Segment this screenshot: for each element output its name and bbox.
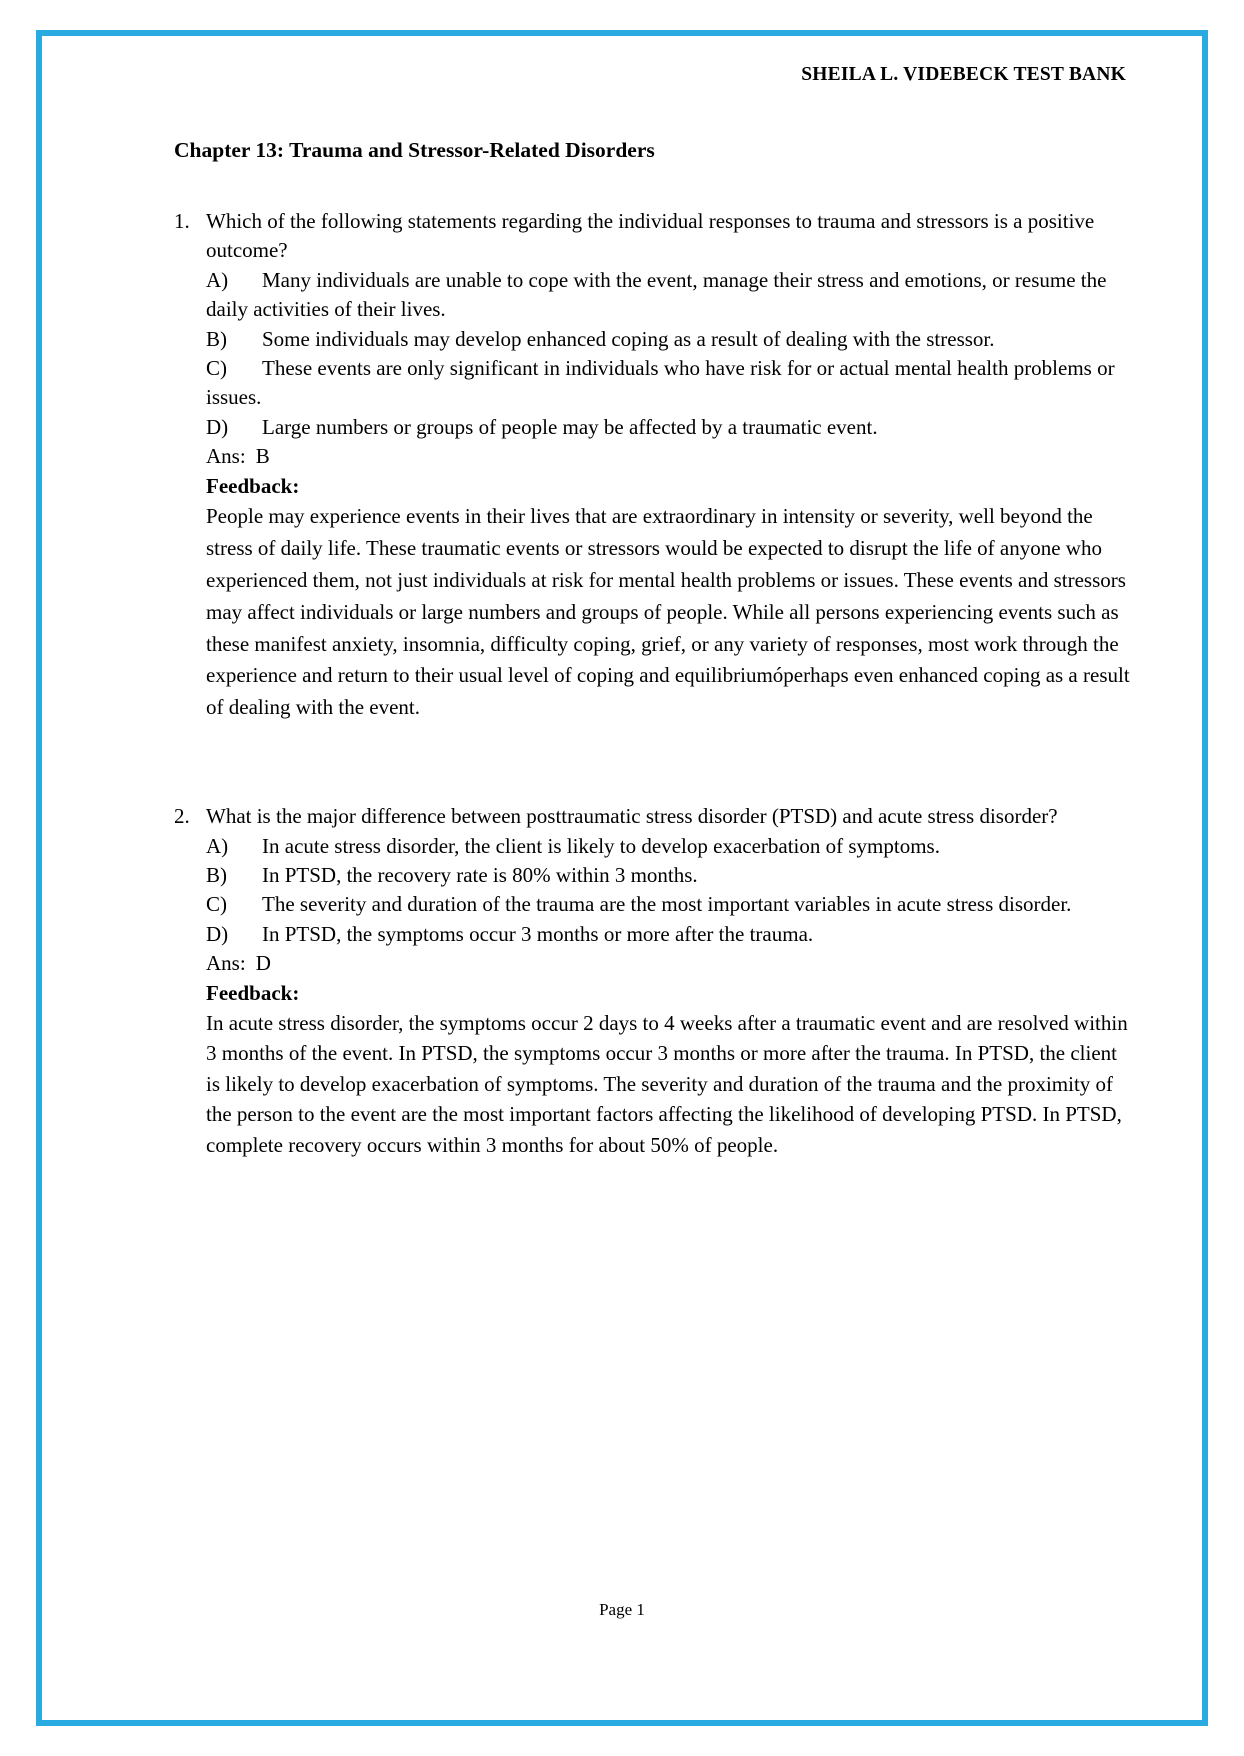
page-content: [60, 44, 1184, 1712]
answer-value: B: [255, 444, 270, 469]
question-1-answer-line: [206, 442, 1132, 471]
question-1-option-c: [206, 354, 1132, 413]
question-2-feedback-label: Feedback:: [206, 980, 300, 1005]
question-2-feedback-text: In acute stress disorder, the symptoms occur 2 days to 4 weeks after a traumatic event and are resolved within 3 months of the event. In PTSD, the symptoms occur 3 months or more after the trauma. In PTSD, the client is likely to develop exacerbation of symptoms. The severity and duration of the trauma and the proximity of the person to the event are the most important factors affecting the likelihood of developing PTSD. In PTSD, complete recovery occurs within 3 months for about 50% of people.: [206, 1010, 1128, 1157]
page-footer: Page 1: [599, 1600, 645, 1619]
option-letter: D): [206, 921, 229, 946]
question-2-answer-line: [206, 949, 1132, 978]
option-letter: C): [206, 892, 227, 917]
question-stem-1: Which of the following statements regarding the individual responses to trauma and stressors is a positive outcome?: [206, 209, 1095, 263]
option-letter: A): [206, 833, 229, 858]
answer-label: Ans:: [206, 951, 246, 976]
question-stem-2: What is the major difference between posttraumatic stress disorder (PTSD) and acute stress disorder?: [206, 804, 1058, 829]
question-1-feedback-text: People may experience events in their lives that are extraordinary in intensity or severity, well beyond the stress of daily life. These traumatic events or stressors would be expected to disrupt the life of anyone who experienced them, not just individuals at risk for mental health problems or issues. These events and stressors may affect individuals or large numbers and groups of people. While all persons experiencing events such as these manifest anxiety, insomnia, difficulty coping, grief, or any variety of responses, most work through the experience and return to their usual level of coping and equilibriumóperhaps even enhanced coping as a result of dealing with the event.: [206, 503, 1130, 720]
question-1-option-d: [206, 413, 1132, 442]
question-1-feedback-label: Feedback:: [206, 473, 300, 498]
question-block-1: [174, 207, 1132, 724]
option-text: Some individuals may develop enhanced coping as a result of dealing with the stressor.: [262, 326, 995, 351]
answer-value: D: [255, 951, 271, 976]
option-text: In PTSD, the symptoms occur 3 months or more after the trauma.: [262, 921, 814, 946]
question-2-option-d: [206, 920, 1132, 949]
option-letter: A): [206, 267, 229, 292]
question-1-option-b: [206, 325, 1132, 354]
option-text: These events are only significant in individuals who have risk for or actual mental health problems or issues.: [206, 355, 1115, 410]
option-letter: B): [206, 326, 227, 351]
question-block-2: [174, 802, 1132, 1160]
question-2-option-c: [206, 890, 1132, 919]
question-2-option-b: [206, 861, 1132, 890]
chapter-title: Chapter 13: Trauma and Stressor-Related Disorders: [174, 138, 655, 162]
option-text: In PTSD, the recovery rate is 80% within 3 months.: [262, 863, 698, 888]
option-letter: B): [206, 863, 227, 888]
question-number-2: 2.: [174, 804, 190, 829]
section-spacer: [112, 724, 1132, 758]
option-text: In acute stress disorder, the client is likely to develop exacerbation of symptoms.: [262, 833, 940, 858]
option-text: Many individuals are unable to cope with the event, manage their stress and emotions, or resume the daily activities of their lives.: [206, 267, 1107, 322]
option-text: The severity and duration of the trauma are the most important variables in acute stress disorder.: [262, 892, 1072, 917]
question-number-1: 1.: [174, 209, 190, 233]
option-letter: D): [206, 414, 229, 439]
question-2-option-a: [206, 832, 1132, 861]
question-1-option-a: [206, 266, 1132, 325]
option-text: Large numbers or groups of people may be affected by a traumatic event.: [262, 414, 878, 439]
document-header: SHEILA L. VIDEBECK TEST BANK: [801, 64, 1126, 85]
option-letter: C): [206, 355, 227, 380]
answer-label: Ans:: [206, 444, 246, 469]
